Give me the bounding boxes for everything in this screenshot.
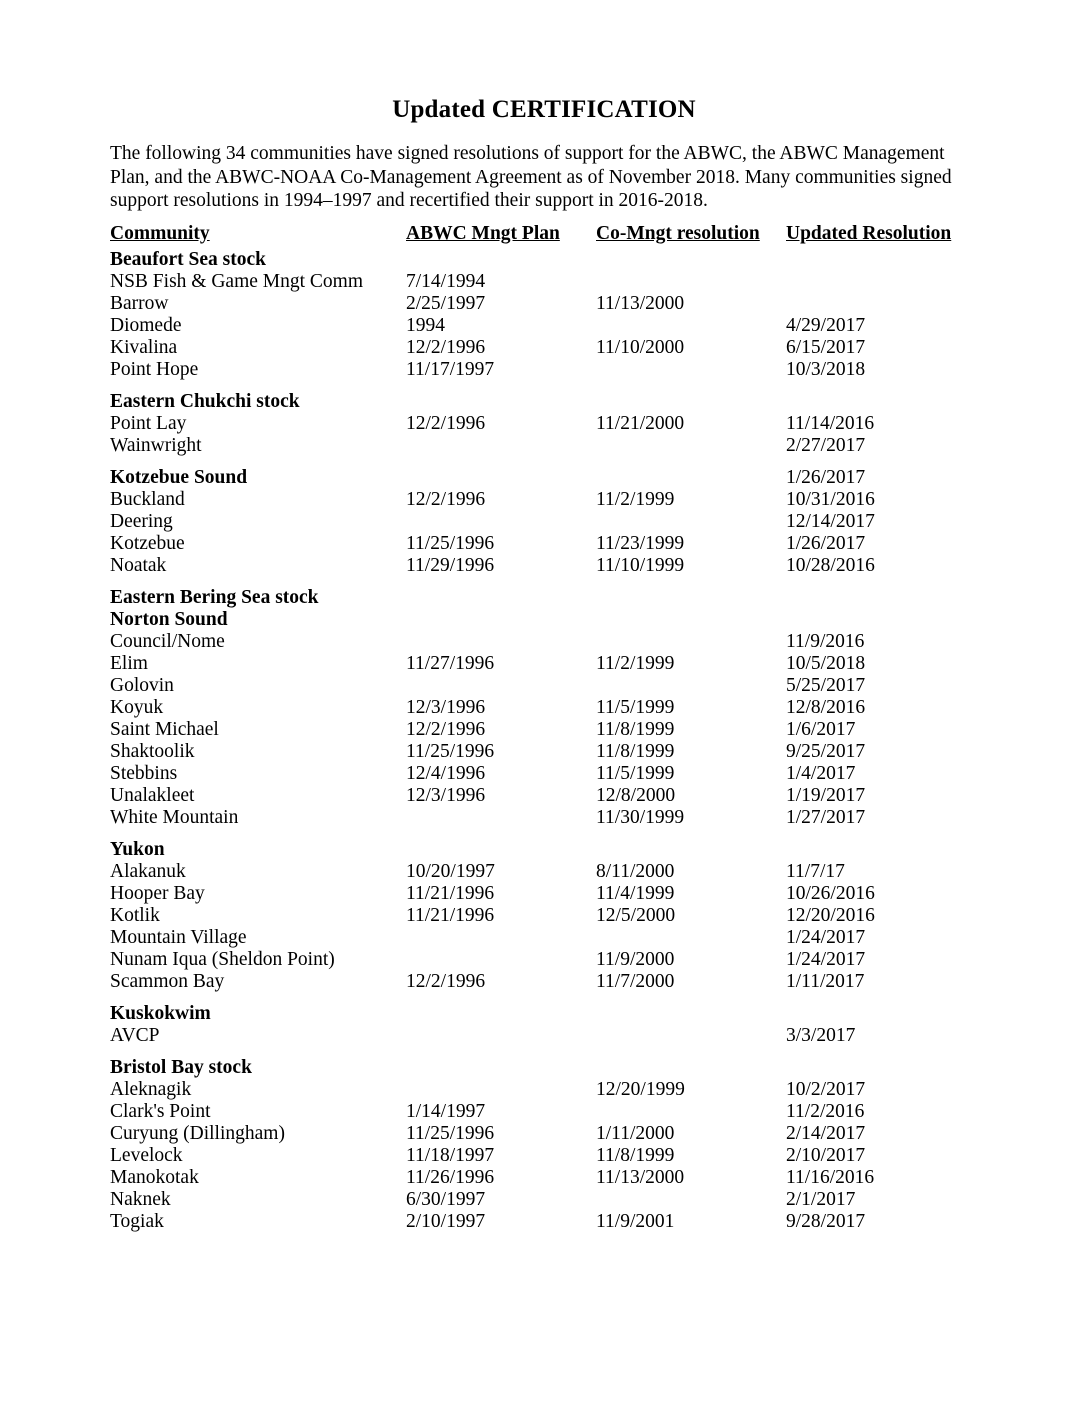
table-row — [110, 511, 970, 533]
co-mngt-date: 12/8/2000 — [596, 784, 676, 806]
updated-resolution-date: 11/16/2016 — [786, 1166, 875, 1188]
updated-resolution-date: 11/14/2016 — [786, 412, 875, 434]
table-row — [110, 555, 970, 577]
mngt-plan-date — [406, 1047, 596, 1079]
co-mngt-date: 11/5/1999 — [596, 762, 675, 784]
mngt-plan-date: 12/2/1996 — [406, 412, 486, 434]
updated-resolution-date: 12/20/2016 — [786, 904, 875, 926]
co-mngt-date: 11/13/2000 — [596, 1166, 685, 1188]
table-row — [110, 653, 970, 675]
co-mngt-date: 11/23/1999 — [596, 532, 685, 554]
co-mngt-date — [596, 1189, 786, 1211]
updated-resolution-date: 4/29/2017 — [786, 314, 866, 336]
community-name: Kotlik — [110, 904, 160, 926]
certification-table — [110, 223, 970, 1233]
co-mngt-date — [596, 993, 786, 1025]
table-row — [110, 861, 970, 883]
mngt-plan-date: 2/10/1997 — [406, 1210, 486, 1232]
table-row — [110, 413, 970, 435]
updated-resolution-date: 1/26/2017 — [786, 532, 866, 554]
group-label: Norton Sound — [110, 608, 228, 630]
mngt-plan-date: 12/2/1996 — [406, 970, 486, 992]
community-name: Elim — [110, 652, 148, 674]
co-mngt-date: 11/2/1999 — [596, 652, 675, 674]
co-mngt-date — [596, 249, 786, 271]
updated-resolution-date: 1/27/2017 — [786, 806, 866, 828]
mngt-plan-date — [406, 949, 596, 971]
table-row — [110, 1025, 970, 1047]
table-group-row — [110, 577, 970, 609]
mngt-plan-date: 12/3/1996 — [406, 784, 486, 806]
mngt-plan-date — [406, 511, 596, 533]
table-row — [110, 435, 970, 457]
mngt-plan-date — [406, 249, 596, 271]
group-label: Kotzebue Sound — [110, 466, 248, 488]
table-row — [110, 1123, 970, 1145]
co-mngt-date — [596, 1025, 786, 1047]
mngt-plan-date — [406, 1025, 596, 1047]
updated-resolution-date: 11/2/2016 — [786, 1100, 865, 1122]
updated-resolution-date: 6/15/2017 — [786, 336, 866, 358]
group-label: Beaufort Sea stock — [110, 248, 266, 270]
mngt-plan-date: 11/25/1996 — [406, 740, 495, 762]
column-header-updated: Updated Resolution — [786, 222, 952, 244]
community-name: Wainwright — [110, 434, 202, 456]
table-group-row — [110, 457, 970, 489]
co-mngt-date — [596, 359, 786, 381]
table-row — [110, 741, 970, 763]
column-header-mngt-plan: ABWC Mngt Plan — [406, 222, 560, 244]
mngt-plan-date: 12/2/1996 — [406, 718, 486, 740]
co-mngt-date: 12/20/1999 — [596, 1078, 685, 1100]
table-row — [110, 675, 970, 697]
co-mngt-date — [596, 631, 786, 653]
group-label: Yukon — [110, 838, 165, 860]
table-group-row — [110, 993, 970, 1025]
community-name: Manokotak — [110, 1166, 199, 1188]
group-label: Kuskokwim — [110, 1002, 211, 1024]
table-row — [110, 359, 970, 381]
mngt-plan-date — [406, 807, 596, 829]
co-mngt-date: 11/9/2001 — [596, 1210, 675, 1232]
table-row — [110, 807, 970, 829]
community-name: Scammon Bay — [110, 970, 225, 992]
updated-resolution-date: 5/25/2017 — [786, 674, 866, 696]
updated-resolution-date: 10/26/2016 — [786, 882, 875, 904]
table-row — [110, 1079, 970, 1101]
community-name: AVCP — [110, 1024, 160, 1046]
co-mngt-date: 11/8/1999 — [596, 718, 675, 740]
updated-resolution-date: 1/4/2017 — [786, 762, 856, 784]
co-mngt-date: 11/7/2000 — [596, 970, 675, 992]
community-name: Saint Michael — [110, 718, 219, 740]
co-mngt-date: 11/8/1999 — [596, 1144, 675, 1166]
updated-resolution-date: 12/8/2016 — [786, 696, 866, 718]
mngt-plan-date: 12/2/1996 — [406, 336, 486, 358]
mngt-plan-date — [406, 435, 596, 457]
updated-resolution-date: 9/28/2017 — [786, 1210, 866, 1232]
updated-resolution-date: 2/27/2017 — [786, 434, 866, 456]
mngt-plan-date — [406, 457, 596, 489]
mngt-plan-date: 11/29/1996 — [406, 554, 495, 576]
community-name: Aleknagik — [110, 1078, 192, 1100]
updated-resolution-date: 11/7/17 — [786, 860, 845, 882]
co-mngt-date — [596, 1101, 786, 1123]
updated-resolution-date: 2/1/2017 — [786, 1188, 856, 1210]
mngt-plan-date: 1/14/1997 — [406, 1100, 486, 1122]
table-header-row — [110, 223, 970, 249]
table-row — [110, 697, 970, 719]
updated-resolution-date — [786, 993, 970, 1025]
community-name: Curyung (Dillingham) — [110, 1122, 285, 1144]
table-row — [110, 1167, 970, 1189]
mngt-plan-date — [406, 381, 596, 413]
community-name: Barrow — [110, 292, 169, 314]
table-row — [110, 271, 970, 293]
mngt-plan-date: 10/20/1997 — [406, 860, 495, 882]
table-group-row — [110, 1047, 970, 1079]
table-row — [110, 949, 970, 971]
updated-resolution-date: 10/2/2017 — [786, 1078, 866, 1100]
community-name: Kotzebue — [110, 532, 185, 554]
table-row — [110, 971, 970, 993]
co-mngt-date: 11/5/1999 — [596, 696, 675, 718]
updated-resolution-date — [786, 249, 970, 271]
community-name: Golovin — [110, 674, 174, 696]
mngt-plan-date: 11/25/1996 — [406, 532, 495, 554]
community-name: Kivalina — [110, 336, 178, 358]
mngt-plan-date: 1994 — [406, 314, 445, 336]
updated-resolution-date — [786, 293, 970, 315]
co-mngt-date: 8/11/2000 — [596, 860, 675, 882]
updated-resolution-date: 1/24/2017 — [786, 948, 866, 970]
co-mngt-date: 1/11/2000 — [596, 1122, 675, 1144]
updated-resolution-date: 1/6/2017 — [786, 718, 856, 740]
table-group-row — [110, 249, 970, 271]
mngt-plan-date: 11/27/1996 — [406, 652, 495, 674]
table-row — [110, 927, 970, 949]
community-name: NSB Fish & Game Mngt Comm — [110, 270, 363, 292]
mngt-plan-date — [406, 927, 596, 949]
table-body — [110, 249, 970, 1233]
community-name: Mountain Village — [110, 926, 247, 948]
co-mngt-date — [596, 381, 786, 413]
table-row — [110, 1101, 970, 1123]
updated-resolution-date — [786, 1047, 970, 1079]
community-name: Unalakleet — [110, 784, 195, 806]
co-mngt-date: 11/13/2000 — [596, 292, 685, 314]
co-mngt-date — [596, 577, 786, 609]
table-group-row — [110, 609, 970, 631]
updated-resolution-date: 10/5/2018 — [786, 652, 866, 674]
co-mngt-date — [596, 609, 786, 631]
community-name: Levelock — [110, 1144, 183, 1166]
community-name: Clark's Point — [110, 1100, 211, 1122]
updated-resolution-date: 3/3/2017 — [786, 1024, 856, 1046]
co-mngt-date — [596, 511, 786, 533]
mngt-plan-date: 12/4/1996 — [406, 762, 486, 784]
mngt-plan-date: 7/14/1994 — [406, 270, 486, 292]
updated-resolution-date — [786, 271, 970, 293]
table-group-row — [110, 381, 970, 413]
community-name: Koyuk — [110, 696, 164, 718]
page-title: Updated CERTIFICATION — [392, 96, 696, 123]
updated-resolution-date — [786, 609, 970, 631]
mngt-plan-date: 11/25/1996 — [406, 1122, 495, 1144]
table-row — [110, 631, 970, 653]
mngt-plan-date: 11/17/1997 — [406, 358, 495, 380]
community-name: Council/Nome — [110, 630, 225, 652]
table-group-row — [110, 829, 970, 861]
community-name: Naknek — [110, 1188, 171, 1210]
community-name: Togiak — [110, 1210, 164, 1232]
mngt-plan-date: 11/21/1996 — [406, 882, 495, 904]
co-mngt-date — [596, 435, 786, 457]
table-row — [110, 785, 970, 807]
mngt-plan-date — [406, 675, 596, 697]
co-mngt-date: 11/30/1999 — [596, 806, 685, 828]
community-name: Diomede — [110, 314, 182, 336]
mngt-plan-date: 12/2/1996 — [406, 488, 486, 510]
table-row — [110, 719, 970, 741]
mngt-plan-date — [406, 829, 596, 861]
table-row — [110, 337, 970, 359]
mngt-plan-date: 2/25/1997 — [406, 292, 486, 314]
mngt-plan-date — [406, 609, 596, 631]
mngt-plan-date — [406, 577, 596, 609]
co-mngt-date: 11/2/1999 — [596, 488, 675, 510]
table-row — [110, 763, 970, 785]
group-label: Bristol Bay stock — [110, 1056, 252, 1078]
table-row — [110, 1145, 970, 1167]
community-name: Stebbins — [110, 762, 178, 784]
co-mngt-date: 11/8/1999 — [596, 740, 675, 762]
mngt-plan-date — [406, 1079, 596, 1101]
updated-resolution-date — [786, 381, 970, 413]
co-mngt-date — [596, 315, 786, 337]
updated-resolution-date: 2/10/2017 — [786, 1144, 866, 1166]
updated-resolution-date: 11/9/2016 — [786, 630, 865, 652]
updated-resolution-date: 10/31/2016 — [786, 488, 875, 510]
intro-paragraph: The following 34 communities have signed resolutions of support for the ABWC, the ABWC Management Plan, and the ABWC-NOAA Co-Management Agreement as of November 2018. Many communities signed support resolutions in 1994–1997 and recertified their support in 2016-2018. — [110, 143, 952, 211]
community-name: Alakanuk — [110, 860, 186, 882]
co-mngt-date: 11/10/2000 — [596, 336, 685, 358]
mngt-plan-date — [406, 631, 596, 653]
co-mngt-date: 12/5/2000 — [596, 904, 676, 926]
group-label: Eastern Chukchi stock — [110, 390, 300, 412]
table-row — [110, 905, 970, 927]
community-name: Shaktoolik — [110, 740, 195, 762]
co-mngt-date: 11/10/1999 — [596, 554, 685, 576]
column-header-co-mngt: Co-Mngt resolution — [596, 222, 760, 244]
table-row — [110, 315, 970, 337]
community-name: Point Lay — [110, 412, 187, 434]
table-row — [110, 883, 970, 905]
community-name: Buckland — [110, 488, 185, 510]
column-header-community: Community — [110, 222, 210, 244]
co-mngt-date — [596, 457, 786, 489]
updated-resolution-date — [786, 577, 970, 609]
updated-resolution-date: 1/11/2017 — [786, 970, 865, 992]
co-mngt-date — [596, 829, 786, 861]
community-name: Noatak — [110, 554, 167, 576]
community-name: Deering — [110, 510, 173, 532]
group-label: Eastern Bering Sea stock — [110, 586, 319, 608]
updated-resolution-date: 9/25/2017 — [786, 740, 866, 762]
co-mngt-date — [596, 271, 786, 293]
community-name: Nunam Iqua (Sheldon Point) — [110, 948, 335, 970]
co-mngt-date — [596, 675, 786, 697]
co-mngt-date: 11/21/2000 — [596, 412, 685, 434]
updated-resolution-date: 10/3/2018 — [786, 358, 866, 380]
updated-resolution-date: 1/19/2017 — [786, 784, 866, 806]
table-row — [110, 293, 970, 315]
table-row — [110, 489, 970, 511]
community-name: Hooper Bay — [110, 882, 205, 904]
updated-resolution-date: 2/14/2017 — [786, 1122, 866, 1144]
table-row — [110, 1211, 970, 1233]
updated-resolution-date: 12/14/2017 — [786, 510, 875, 532]
community-name: Point Hope — [110, 358, 199, 380]
table-row — [110, 1189, 970, 1211]
updated-resolution-date: 10/28/2016 — [786, 554, 875, 576]
co-mngt-date: 11/9/2000 — [596, 948, 675, 970]
table-row — [110, 533, 970, 555]
mngt-plan-date: 11/21/1996 — [406, 904, 495, 926]
mngt-plan-date: 12/3/1996 — [406, 696, 486, 718]
co-mngt-date — [596, 1047, 786, 1079]
co-mngt-date — [596, 927, 786, 949]
mngt-plan-date: 11/26/1996 — [406, 1166, 495, 1188]
community-name: White Mountain — [110, 806, 239, 828]
updated-resolution-date — [786, 829, 970, 861]
mngt-plan-date: 11/18/1997 — [406, 1144, 495, 1166]
mngt-plan-date — [406, 993, 596, 1025]
updated-resolution-date: 1/24/2017 — [786, 926, 866, 948]
updated-resolution-date: 1/26/2017 — [786, 466, 866, 488]
co-mngt-date: 11/4/1999 — [596, 882, 675, 904]
mngt-plan-date: 6/30/1997 — [406, 1188, 486, 1210]
